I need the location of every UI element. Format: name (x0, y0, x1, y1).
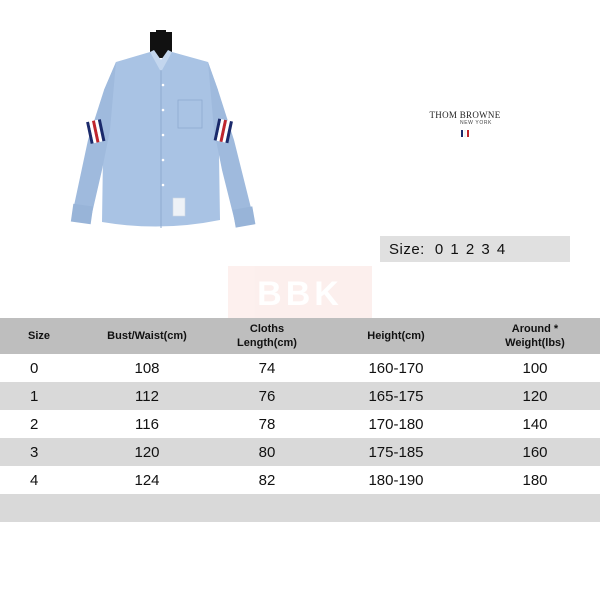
header-length-line1: Cloths (249, 323, 285, 335)
table-row (0, 382, 600, 410)
cell-height: 180-190 (368, 471, 424, 489)
header-size-label: Size (28, 330, 51, 342)
brand-logo (410, 110, 520, 137)
cell-weight: 140 (522, 415, 548, 433)
watermark-text: BBK (257, 274, 343, 313)
cell-length: 80 (258, 443, 276, 461)
cell-height: 170-180 (368, 415, 424, 433)
cell-bust-waist: 108 (134, 359, 160, 377)
header-size (0, 318, 82, 354)
cell-height: 165-175 (368, 387, 424, 405)
cell-height: 175-185 (368, 443, 424, 461)
cell-weight: 120 (522, 387, 548, 405)
cell-weight: 180 (522, 471, 548, 489)
header-bust-waist-label: Bust/Waist(cm) (107, 330, 187, 342)
shirt-icon (58, 30, 263, 240)
header-height-label: Height(cm) (367, 330, 425, 342)
header-bust-waist (82, 318, 212, 354)
size-chart-table (0, 318, 600, 494)
table-footer-bar (0, 494, 600, 522)
cell-size: 2 (30, 415, 39, 433)
table-header-row (0, 318, 600, 354)
cell-size: 4 (30, 471, 39, 489)
tricolor-flag-icon (410, 130, 520, 137)
cell-bust-waist: 116 (135, 415, 159, 433)
table-row (0, 410, 600, 438)
cell-length: 76 (258, 387, 276, 405)
brand-name: THOM BROWNE (429, 110, 501, 120)
cell-weight: 160 (522, 443, 548, 461)
size-label: Size: (389, 240, 425, 258)
cell-weight: 100 (522, 359, 548, 377)
size-summary (380, 236, 570, 262)
header-length (212, 318, 322, 354)
cell-bust-waist: 120 (134, 443, 160, 461)
cell-length: 74 (258, 359, 276, 377)
cell-size: 0 (30, 359, 39, 377)
product-image (58, 30, 263, 240)
table-row (0, 438, 600, 466)
cell-height: 160-170 (368, 359, 424, 377)
cell-bust-waist: 124 (134, 471, 160, 489)
size-values: 0 1 2 3 4 (434, 240, 507, 258)
brand-subtitle: NEW YORK (460, 120, 492, 126)
header-length-line2: Length(cm) (237, 337, 297, 349)
cell-length: 82 (258, 471, 276, 489)
header-height (322, 318, 470, 354)
header-weight (470, 318, 600, 354)
cell-size: 3 (30, 443, 39, 461)
cell-bust-waist: 112 (135, 387, 159, 405)
table-row (0, 466, 600, 494)
table-row (0, 354, 600, 382)
cell-length: 78 (258, 415, 276, 433)
header-weight-line2: Weight(lbs) (505, 337, 565, 349)
cell-size: 1 (30, 387, 39, 405)
header-weight-line1: Around * (511, 323, 559, 335)
watermark (228, 266, 372, 322)
